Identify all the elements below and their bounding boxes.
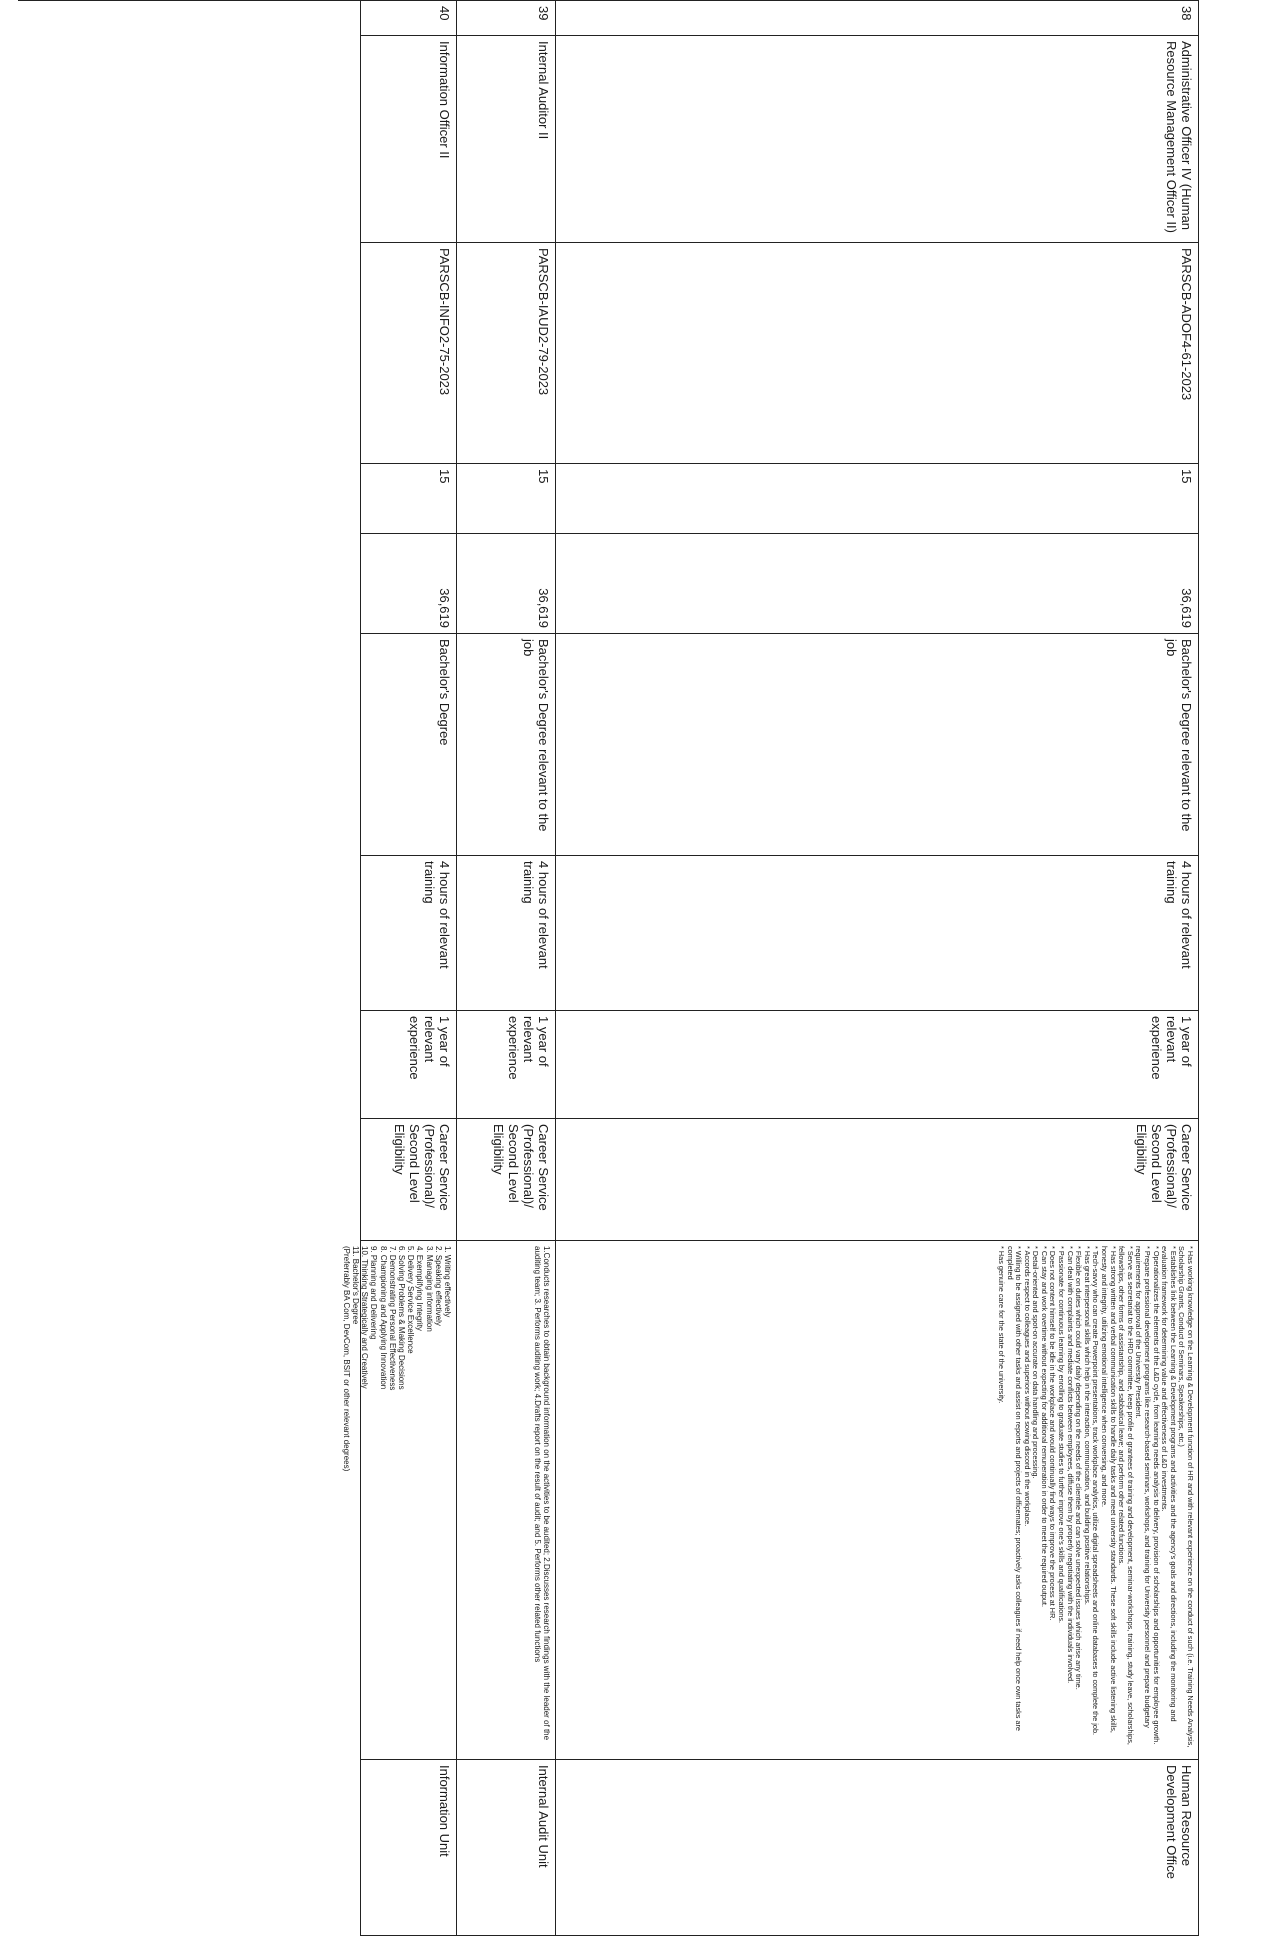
row-39-number: 39 — [456, 1, 555, 36]
row-40-competency: 6. Solving Problems & Making Decisions — [396, 1246, 406, 1390]
row-38-monthly-salary: 36,619 — [555, 534, 1198, 634]
row-38-experience: 1 year of relevant experience — [555, 1011, 1198, 1119]
row-39-competency: 1.Conducts researches to obtain background information on the activities to be audited; 2.Discusses research findings with the leader of the auditing team; 3. Performs auditing work; 4.Drafts report on the result of audit; and 5. Performs other related functions — [532, 1246, 551, 1741]
row-38-competency: * Prepare professional development programs like research-based seminars, workshops, and training for University personnel and prepare budgetary requirements for approval of the University President. — [1134, 1246, 1153, 1728]
row-38-competency: * Tech-savvy who can create Powerpoint presentations, track workplace analytics, utilize digital spreadsheets and online databases to complete the job. — [1091, 1246, 1101, 1736]
row-38-competency: * Establishes link between the Learning & Development programs and activities and the agency's goals and directions, including the monitoring and evaluation framework for determining value and effectiveness of L&D investments. — [1160, 1246, 1178, 1722]
row-40-competency: 2. Speaking effectively — [433, 1246, 443, 1326]
row-38-competencies — [555, 1241, 1198, 1760]
row-38-salary-grade: 15 — [555, 464, 1198, 534]
row-38-competency: * Has strong written and verbal communication skills to handle daily tasks and meet university standards. These soft skills include active listening skills, honesty and integrity, utilizing emotional intelligence when conversing, and more. — [1100, 1246, 1118, 1733]
row-38-education: Bachelor's Degree relevant to the job — [555, 634, 1198, 856]
row-40-education: Bachelor's Degree — [360, 634, 456, 856]
row-40-plantilla-item-no: PARSCB-INFO2-75-2023 — [360, 243, 456, 464]
row-38-plantilla-item-no: PARSCB-ADOF4-61-2023 — [555, 243, 1198, 464]
row-40-competency: 7. Demonstrating Personal Effectiveness — [387, 1246, 397, 1391]
row-39-experience: 1 year of relevant experience — [456, 1011, 555, 1119]
row-38-competency: * Has working knowledge on the Learning & Development function of HR and with relevant experience on the conduct of such (i.e. Training Needs Analysis, Scholarship Grants, Conduct of Seminars, Speakerships, etc.) — [1177, 1246, 1195, 1748]
row-40-competency: 8. Championing and Applying Innovation — [378, 1246, 388, 1390]
positions-table — [18, 0, 1199, 1936]
row-40-competency: (Preferrably BA Com, DevCom, BSIT or other relevant degrees) — [341, 1246, 351, 1472]
row-39-training: 4 hours of relevant training — [456, 856, 555, 1011]
row-38-number: 38 — [555, 1, 1198, 36]
row-40-competency: 4. Exemplifying Integrity — [415, 1246, 425, 1331]
row-40-number: 40 — [360, 1, 456, 36]
row-39-office: Internal Audit Unit — [456, 1760, 555, 1936]
row-39-education: Bachelor's Degree relevant to the job — [456, 634, 555, 856]
row-40-training: 4 hours of relevant training — [360, 856, 456, 1011]
row-38-eligibility: Career Service (Professional)/ Second Level Eligibility — [555, 1119, 1198, 1241]
row-38-competency: * Has great interpersonal skills which help in the interaction, communication, and building positive relationships. — [1082, 1246, 1092, 1605]
row-39-plantilla-item-no: PARSCB-IAUD2-79-2023 — [456, 243, 555, 464]
row-38-competency: * Does not content himself to be idle in the workplace and would continually find ways to improve the process at HR. — [1048, 1246, 1058, 1621]
row-40-salary-grade: 15 — [360, 464, 456, 534]
row-38-competency: * Willing to be assigned with other tasks and assist on reports and projects of officemates; proactively asks colleagues if need help once own tasks are completed — [1005, 1246, 1024, 1731]
row-40-office: Information Unit — [360, 1760, 456, 1936]
row-38-training: 4 hours of relevant training — [555, 856, 1198, 1011]
row-38-competency: * Has genuine care for the state of the university. — [996, 1246, 1006, 1404]
row-38-position-title: Administrative Officer IV (Human Resource Management Officer II) — [555, 36, 1198, 243]
row-38-competency: * Passionate for continuous learning by enrolling to graduate studies to further improve one's skills and qualifications. — [1057, 1246, 1067, 1623]
row-40-competencies — [341, 1241, 456, 1760]
row-40-competency: 9. Planning and Delivering — [369, 1246, 379, 1340]
row-38-competency: * Operationalizes the elements of the L&D cycle, from learning needs analysis to delivery, provision of scholarships and opportunities for employee growth. — [1151, 1246, 1161, 1745]
row-40-eligibility: Career Service (Professional)/ Second Level Eligibility — [360, 1119, 456, 1241]
row-38-competency: * Flexible on duties which could vary daily depending on the needs of the clientele and can solve unexpected issues which arise any time. — [1074, 1246, 1084, 1690]
row-38-competency: * Accords respect to colleagues and superiors without sowing discord in the workplace. — [1022, 1246, 1032, 1527]
row-40-position-title: Information Officer II — [360, 36, 456, 243]
row-40-competency: 10. Thinking Strategically and Creatively — [360, 1246, 370, 1389]
row-38-competency: * Serve as secretariat to the HRD committee, keep profile of grantees of training and development, seminar-workshops, training, study leave, scholarships, fellowships, other forms of assistantship, and sabbatical leave; and perform other related functions. — [1117, 1246, 1135, 1745]
row-39-monthly-salary: 36,619 — [456, 534, 555, 634]
row-40-competency: 11. Bachelor's Degree — [350, 1246, 360, 1325]
row-40-experience: 1 year of relevant experience — [360, 1011, 456, 1119]
row-38-competency: * Can deal with complaints and mediate conflicts between employees, diffuse them by properly negotiating with the individuals involved. — [1065, 1246, 1075, 1684]
row-38-competency: * Can stay and work overtime without expecting for additional remuneration in order to meet the required output. — [1039, 1246, 1049, 1607]
row-40-competency: 3. Managing information — [424, 1246, 434, 1332]
row-39-competencies — [456, 1241, 555, 1760]
row-39-position-title: Internal Auditor II — [456, 36, 555, 243]
row-38-competency: * Detail-oriented and spot-on accurate on data handling and processing. — [1031, 1246, 1041, 1479]
row-40-monthly-salary: 36,619 — [360, 534, 456, 634]
row-40-competency: 1. Writing effectively — [443, 1246, 452, 1318]
row-40-competency: 5. Delivery Service Excellence — [406, 1246, 416, 1354]
row-39-eligibility: Career Service (Professional)/ Second Level Eligibility — [456, 1119, 555, 1241]
row-38-office: Human Resource Development Office — [555, 1760, 1198, 1936]
row-39-salary-grade: 15 — [456, 464, 555, 534]
